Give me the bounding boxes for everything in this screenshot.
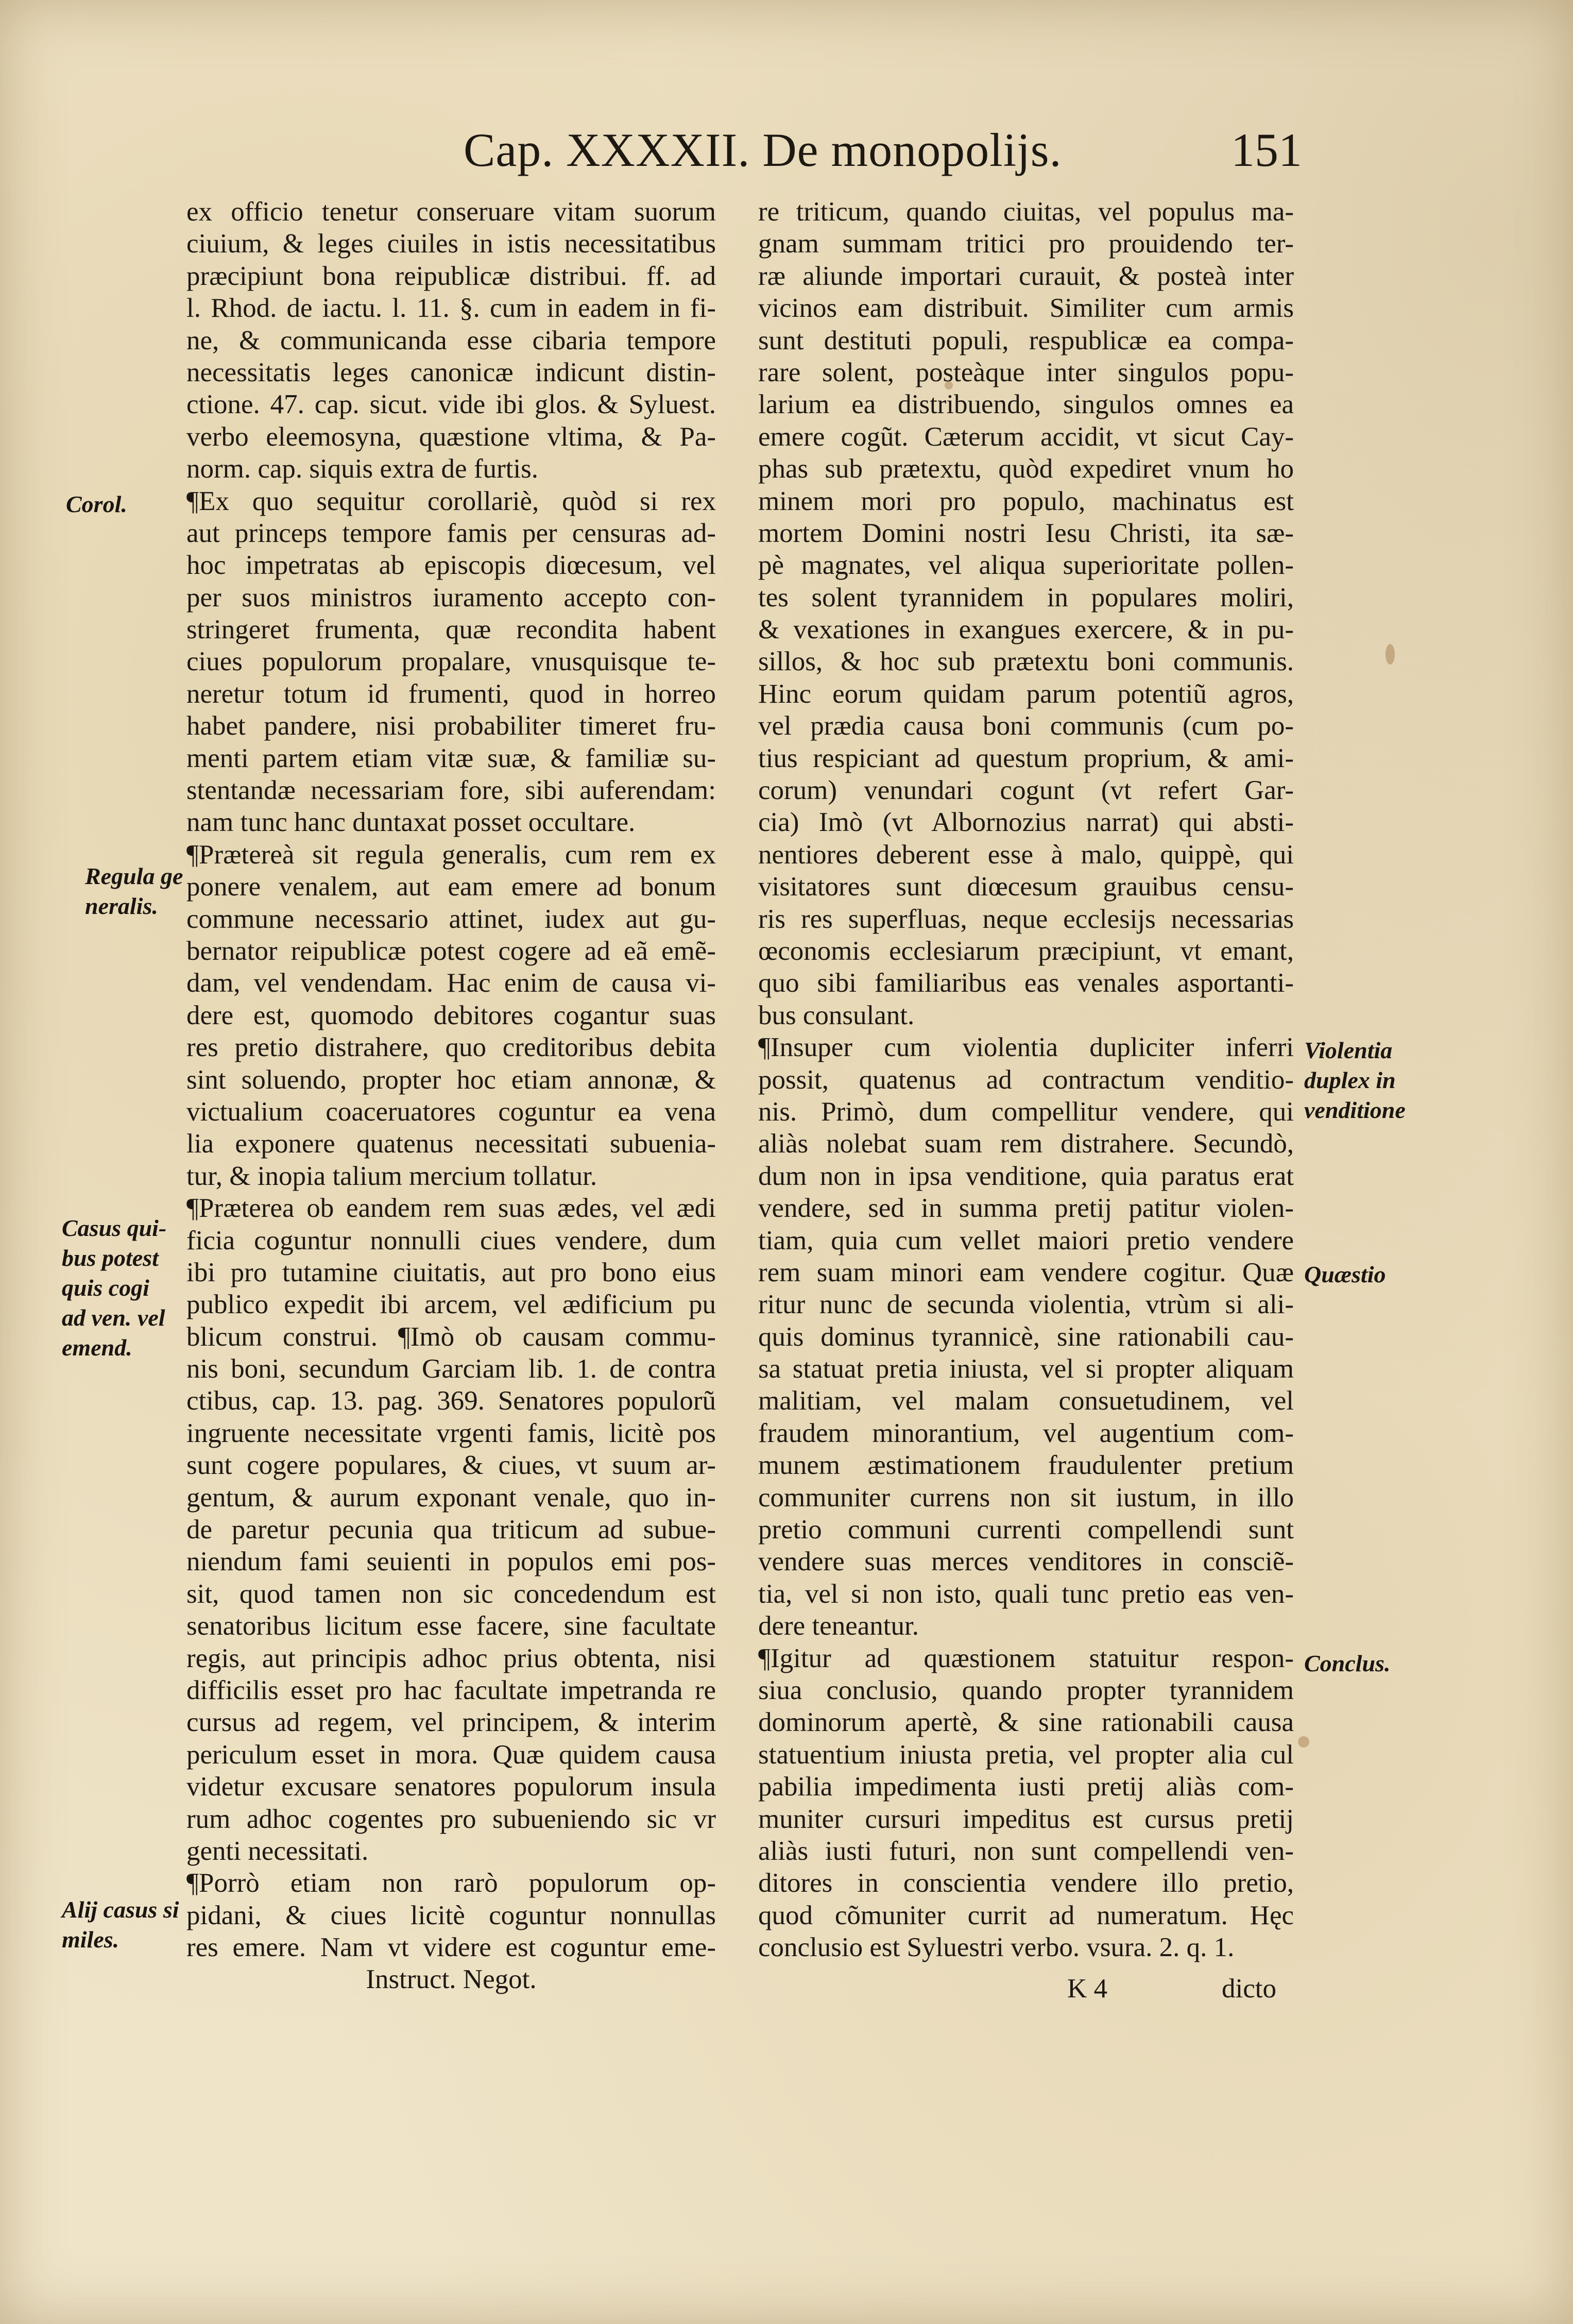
right-column-line: vicinos eam distribuit. Similiter cum armis <box>758 293 1294 324</box>
right-column-line: pè magnates, vel aliqua superioritate pollen- <box>758 550 1294 581</box>
marginal-note-casus-2: bus potest <box>62 1245 159 1271</box>
left-column-line: ¶Porrò etiam non rarò populorum op- <box>186 1868 716 1898</box>
left-column-line: blicum construi. ¶Imò ob causam commu- <box>186 1321 716 1352</box>
marginal-note-casus-1: Casus qui- <box>62 1215 167 1241</box>
right-column-line: ¶Igitur ad quæstionem statuitur respon- <box>758 1643 1294 1673</box>
right-column-line: dere teneantur. <box>758 1611 919 1641</box>
left-column-line: ciues populorum propalare, vnusquisque te- <box>186 647 716 677</box>
left-column-line: genti necessitati. <box>186 1836 369 1866</box>
left-column-line: senatoribus licitum esse facere, sine facultate <box>186 1611 716 1641</box>
left-column-line: tur, & inopia talium mercium tollatur. <box>186 1161 597 1191</box>
left-column-line: neretur totum id frumenti, quod in horreo <box>186 678 716 709</box>
right-column-line: dominorum apertè, & sine rationabili causa <box>758 1707 1294 1738</box>
ink-stain <box>945 381 953 389</box>
right-column-line: larium ea distribuendo, singulos omnes ea <box>758 389 1294 420</box>
left-column-line: ctione. 47. cap. sicut. vide ibi glos. & Syluest. <box>186 389 716 420</box>
right-column-line: possit, quatenus ad contractum venditio- <box>758 1064 1294 1095</box>
left-column-line: niendum fami seuienti in populos emi pos- <box>186 1547 716 1577</box>
left-column-line: hoc impetratas ab episcopis diœcesum, vel <box>186 550 716 581</box>
right-column-line: re triticum, quando ciuitas, vel populus ma- <box>758 197 1294 227</box>
right-column-line: vel prædia causa boni communis (cum po- <box>758 711 1294 741</box>
left-column-line: ingruente necessitate vrgenti famis, licitè pos <box>186 1418 716 1448</box>
left-column-line: stringeret frumenta, quæ recondita habent <box>186 615 716 645</box>
left-column-line: ctibus, cap. 13. pag. 369. Senatores populorũ <box>186 1386 716 1416</box>
left-column-line: bernator reipublicæ potest cogere ad eã emẽ- <box>186 936 716 966</box>
right-column-line: rare solent, posteàque inter singulos popu- <box>758 357 1294 387</box>
left-column-line: sunt cogere populares, & ciues, vt suum ar- <box>186 1450 716 1481</box>
marginal-note-casus-4: ad ven. vel <box>62 1304 165 1331</box>
right-column-line: conclusio est Syluestri verbo. vsura. 2. q. 1. <box>758 1932 1235 1963</box>
left-column-line: habet pandere, nisi probabiliter timeret fru- <box>186 711 716 741</box>
left-column-line: periculum esset in mora. Quæ quidem causa <box>186 1739 716 1770</box>
right-column-line: communiter currens non sit iustum, in illo <box>758 1482 1294 1513</box>
right-column-line: mortem Domini nostri Iesu Christi, ita sæ- <box>758 518 1294 548</box>
left-column-line: pidani, & ciues licitè coguntur nonnullas <box>186 1900 716 1930</box>
right-column-line: tia, vel si non isto, quali tunc pretio eas ven- <box>758 1579 1294 1609</box>
left-column-line: stentandæ necessariam fore, sibi auferendam: <box>186 775 716 806</box>
right-column-line: nentiores deberent esse à malo, quippè, qui <box>758 839 1294 870</box>
right-column-line: vendere suas merces venditores in consciẽ- <box>758 1547 1294 1577</box>
right-column-line: sunt destituti populi, respublicæ ea compa- <box>758 325 1294 355</box>
left-column-line: dere est, quomodo debitores cogantur suas <box>186 1000 716 1030</box>
right-column-line: œconomis ecclesiarum præcipiunt, vt emant, <box>758 936 1294 966</box>
left-column-line: per suos ministros iuramento accepto con- <box>186 582 716 613</box>
right-column-line: malitiam, vel malam consuetudinem, vel <box>758 1386 1294 1416</box>
left-column-line: publico expedit ibi arcem, vel ædificium pu <box>186 1290 716 1320</box>
right-column-line: siua conclusio, quando propter tyrannidem <box>758 1675 1294 1705</box>
right-column-line: aliàs nolebat suam rem distrahere. Secundò, <box>758 1129 1294 1159</box>
right-column-line: pretio communi currenti compellendi sunt <box>758 1515 1294 1545</box>
signature-mark: K 4 <box>1067 1974 1108 2004</box>
left-column-line: ficia coguntur nonnulli ciues vendere, dum <box>186 1225 716 1256</box>
right-column-line: cia) Imò (vt Albornozius narrat) qui absti- <box>758 807 1294 838</box>
left-column-line: dam, vel vendendam. Hac enim de causa vi- <box>186 968 716 998</box>
right-column-line: corum) venundari cogunt (vt refert Gar- <box>758 775 1294 806</box>
marginal-note-quaestio: Quæstio <box>1304 1261 1386 1287</box>
left-column-line: ¶Ex quo sequitur corollariè, quòd si rex <box>186 486 716 516</box>
left-column-line: nis boni, secundum Garciam lib. 1. de contra <box>186 1354 716 1384</box>
ink-stain <box>1386 644 1395 665</box>
left-column-line: de paretur pecunia qua triticum ad subue- <box>186 1515 716 1545</box>
left-column-line: ¶Præterea ob eandem rem suas ædes, vel ædi <box>186 1193 716 1224</box>
marginal-note-violentia-1: Violentia <box>1304 1037 1393 1063</box>
right-column-line: ditores in conscientia vendere illo pretio, <box>758 1868 1294 1898</box>
running-title: Cap. XXXXII. De monopolijs. <box>464 124 1062 176</box>
right-column-line: quo sibi familiaribus eas venales asportanti- <box>758 968 1294 998</box>
right-column-line: quod cõmuniter currit ad numeratum. Hęc <box>758 1900 1294 1930</box>
right-column-line: gnam summam tritici pro prouidendo ter- <box>758 229 1294 259</box>
marginal-note-regula-2: neralis. <box>85 893 158 919</box>
ink-stain <box>1298 1736 1309 1748</box>
catchword: dicto <box>1222 1974 1276 2004</box>
left-column-line: regis, aut principis adhoc prius obtenta, nisi <box>186 1643 716 1673</box>
left-column-line: menti partem etiam vitæ suæ, & familiæ su- <box>186 743 716 773</box>
marginal-note-regula-1: Regula ge <box>85 863 183 889</box>
marginal-note-casus-3: quis cogi <box>62 1275 149 1301</box>
right-column-line: ræ aliunde importari curauit, & posteà inter <box>758 261 1294 291</box>
right-column-line: minem mori pro populo, machinatus est <box>758 486 1294 516</box>
folio-number: 151 <box>1231 124 1302 176</box>
left-column-line: sit, quod tamen non sic concedendum est <box>186 1579 716 1609</box>
right-text-column <box>758 196 1294 1963</box>
marginal-note-alij-1: Alij casus si <box>62 1896 179 1923</box>
right-column-line: emere cogũt. Cæterum accidit, vt sicut Cay- <box>758 421 1294 452</box>
right-column-line: ¶Insuper cum violentia dupliciter inferri <box>758 1032 1294 1063</box>
right-column-line: munem æstimationem fraudulenter pretium <box>758 1450 1294 1481</box>
left-column-line: ponere venalem, aut eam emere ad bonum <box>186 872 716 902</box>
right-column-line: tius respiciant ad questum proprium, & ami- <box>758 743 1294 773</box>
left-column-line: cursus ad regem, vel principem, & interim <box>186 1707 716 1738</box>
left-column-line: præcipiunt bona reipublicæ distribui. ff. ad <box>186 261 716 291</box>
right-column-line: phas sub prætextu, quòd expediret vnum ho <box>758 454 1294 484</box>
left-column-line: nam tunc hanc duntaxat posset occultare. <box>186 807 636 838</box>
right-column-line: ris res superfluas, neque ecclesijs necessarias <box>758 904 1294 934</box>
left-column-line: ciuium, & leges ciuiles in istis necessitatibus <box>186 229 716 259</box>
right-column-line: fraudem minorantium, vel augentium com- <box>758 1418 1294 1448</box>
left-column-line: victualium coaceruatores coguntur ea vena <box>186 1096 716 1127</box>
left-column-line: res emere. Nam vt videre est coguntur eme- <box>186 1932 716 1963</box>
marginal-note-violentia-3: venditione <box>1304 1097 1406 1123</box>
left-column-line: ne, & communicanda esse cibaria tempore <box>186 325 716 355</box>
marginal-note-casus-5: emend. <box>62 1334 132 1361</box>
left-column-line: rum adhoc cogentes pro subueniendo sic vr <box>186 1804 716 1834</box>
left-column-line: verbo eleemosyna, quæstione vltima, & Pa- <box>186 421 716 452</box>
right-column-line: vendere, sed in summa pretij patitur violen- <box>758 1193 1294 1224</box>
right-column-line: bus consulant. <box>758 1000 915 1030</box>
right-column-line: Hinc eorum quidam parum potentiũ agros, <box>758 678 1294 709</box>
right-column-line: sa statuat pretia iniusta, vel si propter aliquam <box>758 1354 1294 1384</box>
marginal-note-alij-2: miles. <box>62 1926 119 1953</box>
left-column-line: Instruct. Negot. <box>366 1964 537 1995</box>
marginal-note-conclus: Conclus. <box>1304 1650 1391 1676</box>
left-column-line: necessitatis leges canonicæ indicunt distin- <box>186 357 716 387</box>
left-column-line: videtur excusare senatores populorum insula <box>186 1772 716 1802</box>
right-column-line: dum non in ipsa venditione, quia paratus erat <box>758 1161 1294 1191</box>
right-column-line: aliàs iusti futuri, non sunt compellendi ven- <box>758 1836 1294 1866</box>
left-column-line: res pretio distrahere, quo creditoribus debita <box>186 1032 716 1063</box>
left-column-line: norm. cap. siquis extra de furtis. <box>186 454 538 484</box>
left-text-column <box>186 196 716 1996</box>
left-column-line: ¶Prætereà sit regula generalis, cum rem ex <box>186 839 716 870</box>
right-column-line: quis dominus tyrannicè, sine rationabili cau- <box>758 1321 1294 1352</box>
left-column-line: commune necessario attinet, iudex aut gu- <box>186 904 716 934</box>
right-column-line: muniter cursuri impeditus est cursus pretij <box>758 1804 1294 1834</box>
right-column-line: tiam, quia cum vellet maiori pretio vendere <box>758 1225 1294 1256</box>
left-column-line: lia exponere quatenus necessitati subuenia- <box>186 1129 716 1159</box>
right-column-line: rem suam minori eam vendere cogitur. Quæ <box>758 1257 1294 1287</box>
right-column-line: & vexationes in exangues exercere, & in pu- <box>758 615 1294 645</box>
right-column-line: statuentium iniusta pretia, vel propter alia cul <box>758 1739 1294 1770</box>
right-column-line: ritur nunc de secunda violentia, vtrùm si ali- <box>758 1290 1294 1320</box>
left-column-line: gentum, & aurum exponant venale, quo in- <box>186 1482 716 1513</box>
left-column-line: difficilis esset pro hac facultate impetranda re <box>186 1675 716 1705</box>
left-column-line: aut princeps tempore famis per censuras ad- <box>186 518 716 548</box>
right-column-line: pabilia impedimenta iusti pretij aliàs com- <box>758 1772 1294 1802</box>
right-column-line: sillos, & hoc sub prætextu boni communis. <box>758 647 1294 677</box>
left-column-line: sint soluendo, propter hoc etiam annonæ, & <box>186 1064 716 1095</box>
right-column-line: visitatores sunt diœcesum grauibus censu- <box>758 872 1294 902</box>
left-column-line: ex officio tenetur conseruare vitam suorum <box>186 197 716 227</box>
right-column-line: nis. Primò, dum compellitur vendere, qui <box>758 1096 1294 1127</box>
left-column-line: l. Rhod. de iactu. l. 11. §. cum in eadem in fi- <box>186 293 716 324</box>
left-column-line: ibi pro tutamine ciuitatis, aut pro bono eius <box>186 1257 716 1287</box>
marginal-note-violentia-2: duplex in <box>1304 1067 1396 1093</box>
right-column-line: tes solent tyrannidem in populares moliri, <box>758 582 1294 613</box>
marginal-note-corol: Corol. <box>66 491 127 517</box>
